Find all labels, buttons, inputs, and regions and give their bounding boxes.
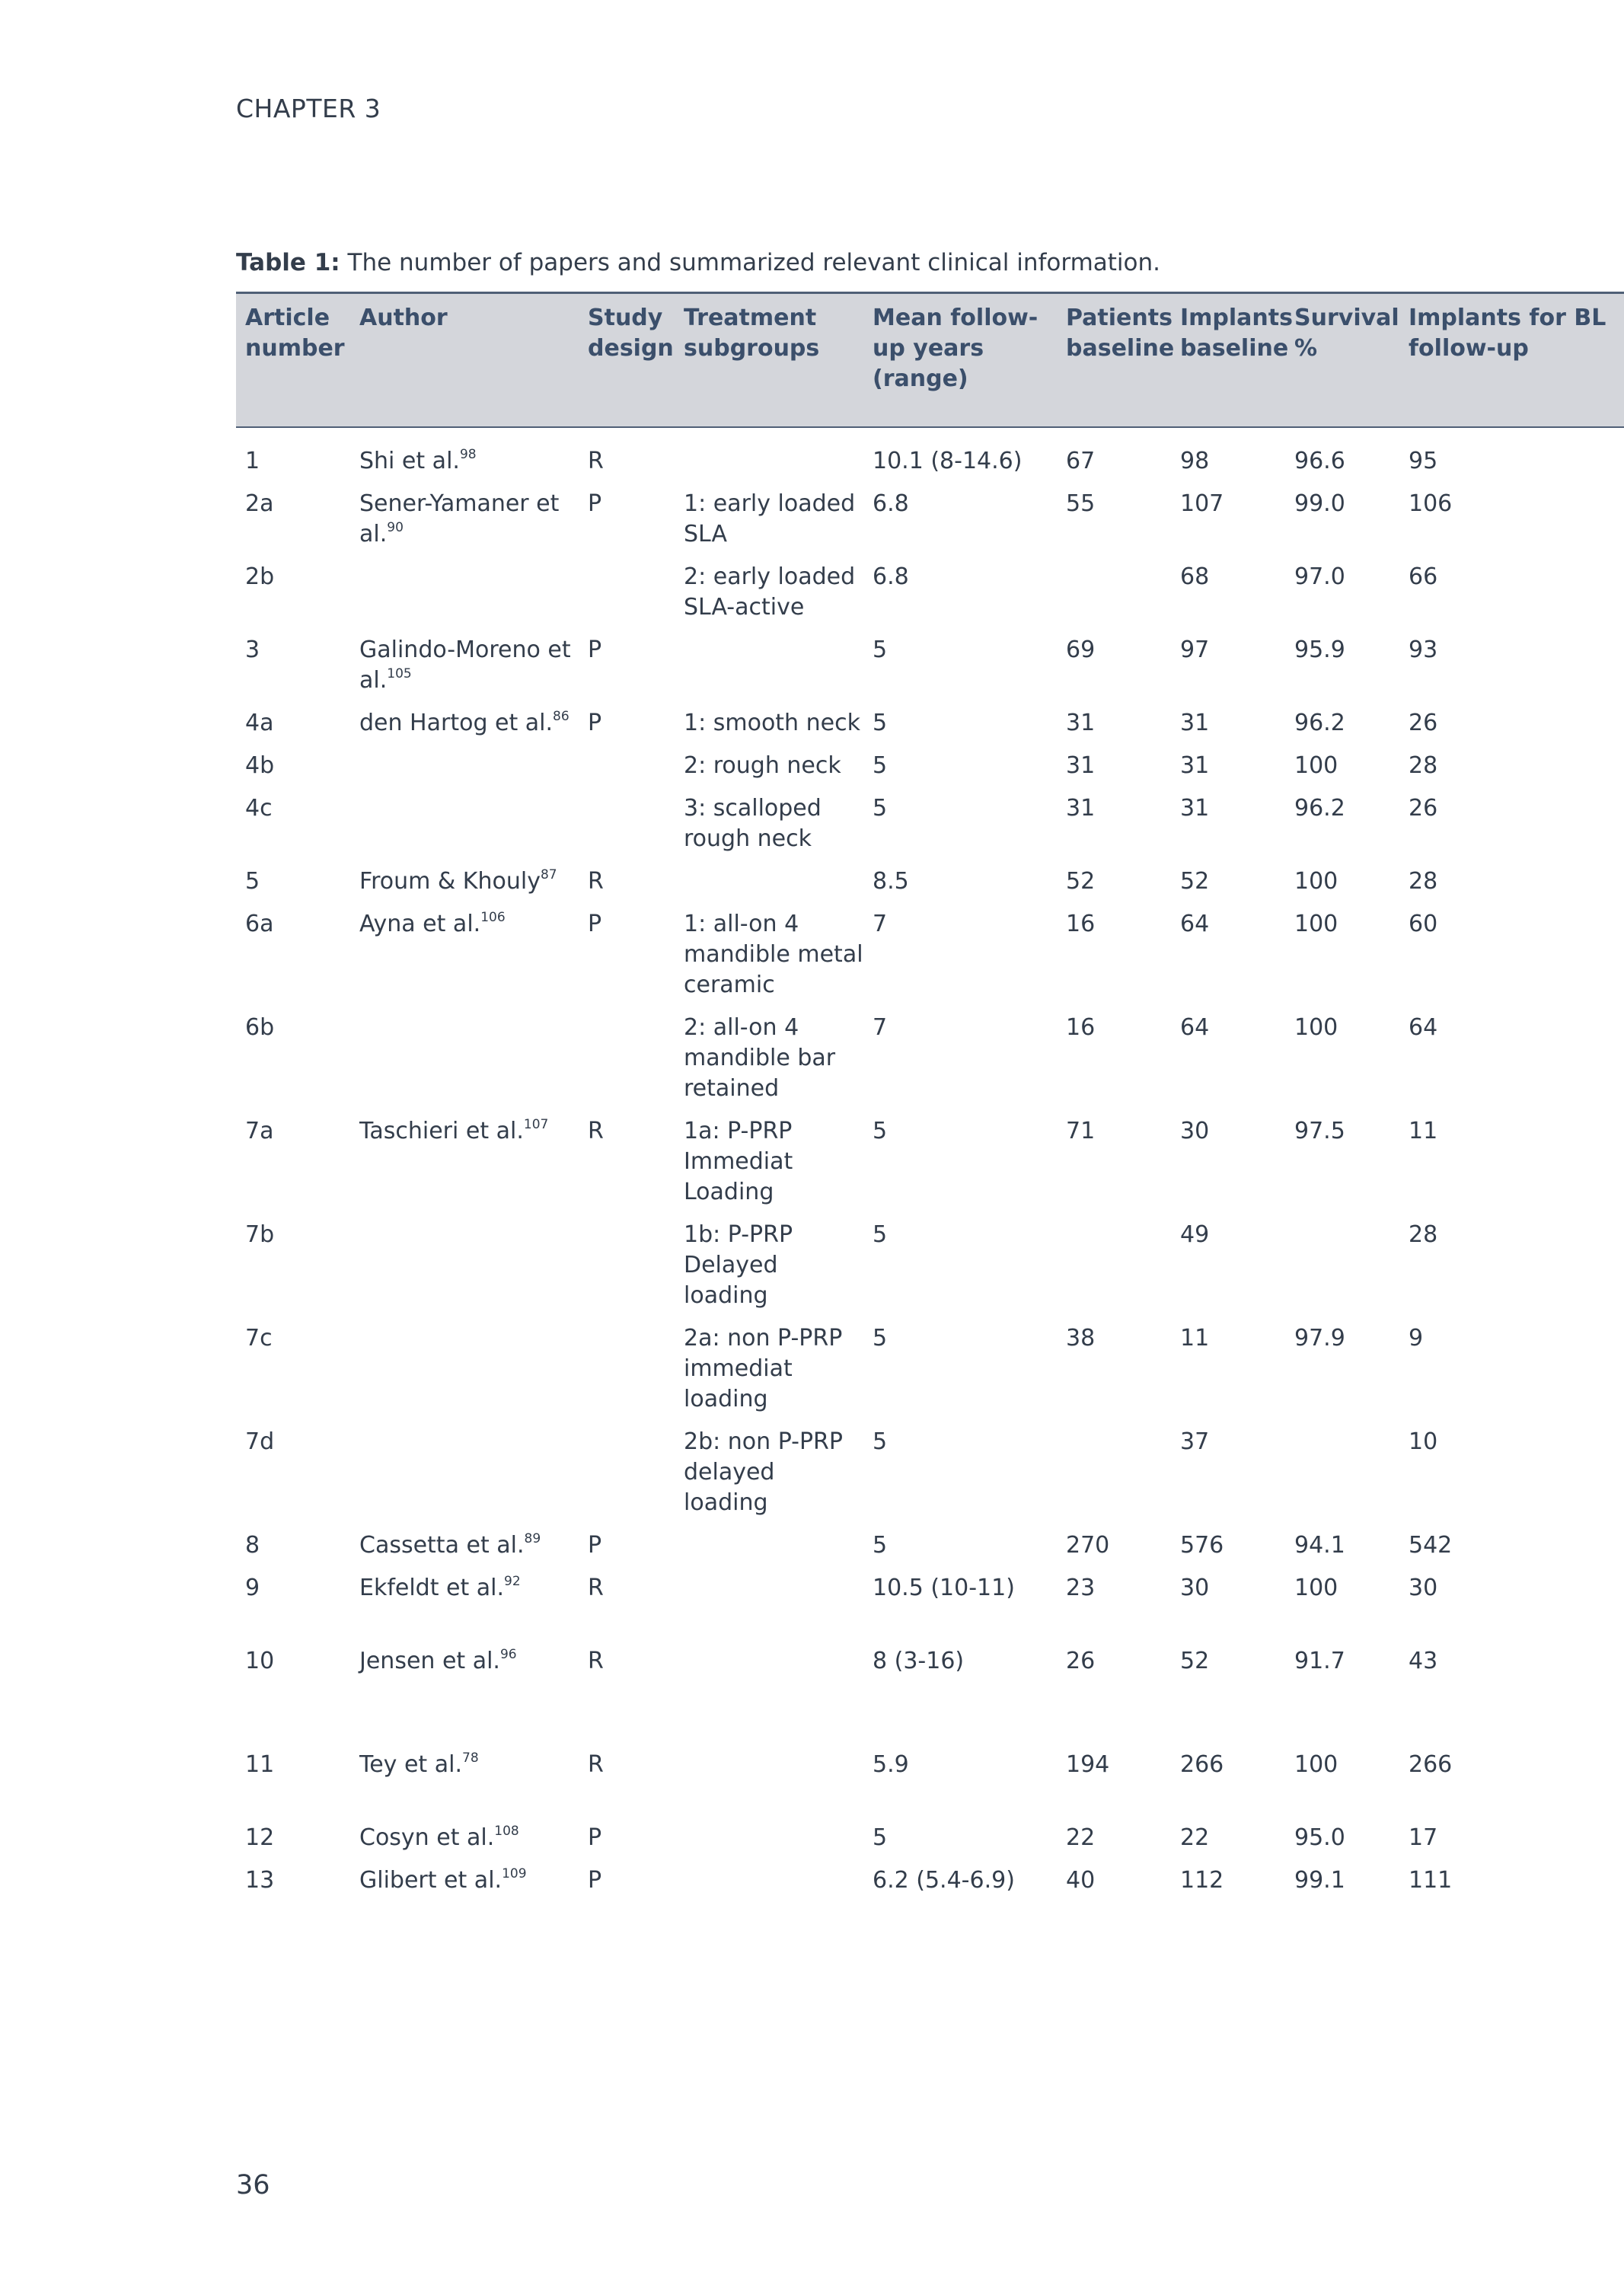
cell-implants-bl-follow-up: 60 [1409,911,1438,937]
cell-mean-follow-up: 5 [873,795,888,822]
cell-study-design [579,1427,675,1530]
author-name: den Hartog et al. [359,710,554,736]
cell-study-design [579,1013,675,1116]
cell-patients-baseline: 40 [1066,1867,1096,1894]
cell-author [350,1865,579,1908]
cell-study-design: P [588,710,602,736]
cell-study-design: P [588,1532,602,1559]
cell-author [350,1427,579,1530]
reference-superscript: 107 [523,1117,549,1132]
cell-treatment-subgroup [675,1823,863,1865]
reference-superscript: 78 [462,1750,479,1766]
cell-patients-baseline: 270 [1066,1532,1110,1559]
cell-treatment-subgroup [675,427,863,489]
cell-survival: 95.0 [1294,1824,1345,1851]
cell-author [350,1116,579,1220]
cell-treatment-subgroup: 1: smooth neck [684,710,860,736]
cell-mean-follow-up: 7 [873,1014,888,1041]
cell-patients-baseline: 23 [1066,1575,1096,1601]
cell-mean-follow-up: 7 [873,911,888,937]
cell-survival: 97.9 [1294,1325,1345,1352]
cell-implants-baseline: 266 [1180,1751,1224,1778]
header-treatment-subgroups: Treatment subgroups [684,305,820,362]
cell-article-number: 6b [245,1014,275,1041]
reference-superscript: 96 [499,1647,517,1662]
table-row [236,1823,1624,1865]
cell-mean-follow-up: 5 [873,1325,888,1352]
cell-treatment-subgroup: 1: all-on 4 mandible metal ceramic [684,911,863,998]
cell-treatment-subgroup: 2b: non P-PRP delayed loading [684,1428,843,1516]
cell-mean-follow-up: 5 [873,752,888,779]
cell-implants-baseline: 31 [1180,752,1210,779]
cell-implants-baseline: 576 [1180,1532,1224,1559]
table-row [236,1116,1624,1220]
cell-article-number: 4c [245,795,273,822]
cell-survival [1285,1220,1399,1323]
cell-survival: 99.1 [1294,1867,1345,1894]
author-name: Taschieri et al. [359,1118,524,1144]
cell-author [350,1750,579,1823]
cell-article-number: 2b [245,563,275,590]
cell-mean-follow-up: 5.9 [873,1751,909,1778]
cell-patients-baseline: 52 [1066,868,1096,895]
cell-implants-baseline: 107 [1180,490,1224,517]
cell-study-design: P [588,1824,602,1851]
cell-mean-follow-up: 10.1 (8-14.6) [873,448,1023,474]
cell-author [350,751,579,793]
cell-implants-baseline: 49 [1180,1221,1210,1248]
reference-superscript: 87 [540,867,557,882]
cell-study-design: R [588,448,604,474]
cell-author [350,562,579,635]
table-row [236,1013,1624,1116]
cell-implants-bl-follow-up: 11 [1409,1118,1438,1144]
cell-implants-baseline: 30 [1180,1575,1210,1601]
cell-implants-baseline: 31 [1180,710,1210,736]
cell-author [350,793,579,866]
cell-survival: 97.5 [1294,1118,1345,1144]
cell-author [350,489,579,562]
table-row [236,1750,1624,1823]
cell-survival: 100 [1294,752,1338,779]
cell-author [350,635,579,708]
reference-superscript: 90 [387,520,404,535]
author-name: Tey et al. [359,1751,462,1778]
cell-mean-follow-up: 5 [873,1221,888,1248]
cell-implants-baseline: 11 [1180,1325,1210,1352]
page-number: 36 [236,2170,270,2200]
cell-article-number: 6a [245,911,274,937]
table-row [236,909,1624,1013]
cell-patients-baseline: 16 [1066,1014,1096,1041]
cell-treatment-subgroup [675,1750,863,1823]
cell-author [350,427,579,489]
header-author: Author [359,305,448,331]
cell-patients-baseline: 55 [1066,490,1096,517]
table-row [236,866,1624,909]
cell-survival: 100 [1294,1014,1338,1041]
cell-patients-baseline [1057,1427,1171,1530]
cell-article-number: 12 [245,1824,275,1851]
cell-mean-follow-up: 10.5 (10-11) [873,1575,1015,1601]
reference-superscript: 89 [524,1531,541,1546]
table-body [236,427,1624,1908]
chapter-heading: CHAPTER 3 [236,94,381,123]
cell-mean-follow-up: 5 [873,1824,888,1851]
cell-article-number: 9 [245,1575,260,1601]
cell-study-design: P [588,911,602,937]
cell-article-number: 5 [245,868,260,895]
cell-article-number: 7c [245,1325,273,1352]
reference-superscript: 105 [387,666,412,681]
author-name: Jensen et al. [359,1648,500,1674]
cell-implants-baseline: 112 [1180,1867,1224,1894]
cell-study-design: R [588,868,604,895]
header-patients-baseline: Patients baseline [1066,305,1175,362]
author-name: Glibert et al. [359,1867,503,1894]
cell-survival: 100 [1294,868,1338,895]
header-study-design: Study design [588,305,674,362]
cell-survival: 96.2 [1294,710,1345,736]
cell-study-design [579,751,675,793]
table-caption [236,249,1160,276]
cell-article-number: 4b [245,752,275,779]
cell-treatment-subgroup: 1b: P-PRP Delayed loading [684,1221,793,1309]
cell-survival: 97.0 [1294,563,1345,590]
cell-mean-follow-up: 5 [873,1532,888,1559]
cell-implants-bl-follow-up: 64 [1409,1014,1438,1041]
cell-author [350,909,579,1013]
cell-treatment-subgroup [675,1530,863,1573]
reference-superscript: 108 [494,1824,519,1839]
reference-superscript: 109 [502,1866,527,1881]
cell-implants-bl-follow-up: 111 [1409,1867,1453,1894]
cell-implants-baseline: 98 [1180,448,1210,474]
cell-implants-bl-follow-up: 43 [1409,1648,1438,1674]
cell-study-design: P [588,637,602,663]
cell-treatment-subgroup: 1: early loaded SLA [684,490,856,547]
cell-treatment-subgroup [675,1865,863,1908]
cell-implants-bl-follow-up: 26 [1409,710,1438,736]
cell-treatment-subgroup [675,866,863,909]
cell-survival: 95.9 [1294,637,1345,663]
cell-author [350,1013,579,1116]
header-survival: Survival % [1294,305,1399,362]
cell-article-number: 2a [245,490,274,517]
cell-treatment-subgroup: 3: scalloped rough neck [684,795,822,852]
cell-study-design: R [588,1118,604,1144]
cell-article-number: 7d [245,1428,275,1455]
cell-patients-baseline: 16 [1066,911,1096,937]
cell-survival: 94.1 [1294,1532,1345,1559]
cell-treatment-subgroup [675,1573,863,1646]
table-row [236,635,1624,708]
cell-author [350,708,579,751]
cell-patients-baseline: 71 [1066,1118,1096,1144]
table-row [236,1323,1624,1427]
author-name: Galindo-Moreno et al. [359,637,571,694]
cell-treatment-subgroup [675,635,863,708]
cell-patients-baseline: 31 [1066,752,1096,779]
table-row [236,562,1624,635]
cell-author [350,1823,579,1865]
cell-study-design [579,1220,675,1323]
header-mean-follow-up: Mean follow-up years (range) [873,305,1039,392]
cell-article-number: 7a [245,1118,274,1144]
cell-patients-baseline: 69 [1066,637,1096,663]
cell-mean-follow-up: 5 [873,637,888,663]
cell-article-number: 11 [245,1751,275,1778]
table-row [236,489,1624,562]
cell-implants-baseline: 68 [1180,563,1210,590]
cell-survival [1285,1427,1399,1530]
cell-study-design: R [588,1575,604,1601]
cell-implants-bl-follow-up: 28 [1409,868,1438,895]
cell-implants-bl-follow-up: 9 [1409,1325,1424,1352]
cell-mean-follow-up: 6.8 [873,490,909,517]
table-caption-text: The number of papers and summarized relevant clinical information. [340,249,1161,276]
table-row [236,793,1624,866]
cell-implants-baseline: 30 [1180,1118,1210,1144]
table-row [236,427,1624,489]
cell-patients-baseline: 38 [1066,1325,1096,1352]
cell-survival: 100 [1294,911,1338,937]
cell-article-number: 3 [245,637,260,663]
cell-implants-baseline: 64 [1180,911,1210,937]
cell-mean-follow-up: 6.2 (5.4-6.9) [873,1867,1015,1894]
cell-study-design: P [588,1867,602,1894]
cell-implants-bl-follow-up: 30 [1409,1575,1438,1601]
cell-study-design [579,562,675,635]
cell-patients-baseline: 31 [1066,795,1096,822]
cell-treatment-subgroup: 2: all-on 4 mandible bar retained [684,1014,836,1102]
cell-implants-bl-follow-up: 26 [1409,795,1438,822]
author-name: Froum & Khouly [359,868,541,895]
cell-patients-baseline: 67 [1066,448,1096,474]
author-name: Cosyn et al. [359,1824,495,1851]
reference-superscript: 106 [480,910,506,925]
header-article-number: Article number [245,305,345,362]
table-row [236,1573,1624,1646]
table-row [236,1530,1624,1573]
cell-implants-bl-follow-up: 95 [1409,448,1438,474]
cell-treatment-subgroup [675,1646,863,1750]
cell-author [350,1530,579,1573]
cell-treatment-subgroup: 1a: P-PRP Immediat Loading [684,1118,793,1205]
cell-article-number: 13 [245,1867,275,1894]
cell-article-number: 1 [245,448,260,474]
cell-study-design: P [588,490,602,517]
cell-author [350,866,579,909]
table-row [236,1220,1624,1323]
cell-article-number: 10 [245,1648,275,1674]
cell-survival: 99.0 [1294,490,1345,517]
cell-implants-bl-follow-up: 28 [1409,752,1438,779]
cell-mean-follow-up: 6.8 [873,563,909,590]
author-name: Ekfeldt et al. [359,1575,505,1601]
cell-implants-bl-follow-up: 266 [1409,1751,1453,1778]
cell-patients-baseline [1057,562,1171,635]
cell-author [350,1323,579,1427]
cell-implants-baseline: 52 [1180,868,1210,895]
cell-mean-follow-up: 8 (3-16) [873,1648,965,1674]
cell-implants-bl-follow-up: 10 [1409,1428,1438,1455]
header-implants-bl-follow-up: Implants for BL follow-up [1409,305,1606,362]
table-caption-label: Table 1: [236,249,340,276]
cell-study-design [579,793,675,866]
cell-author [350,1220,579,1323]
cell-survival: 100 [1294,1575,1338,1601]
header-implants-baseline: Implants baseline [1180,305,1293,362]
cell-study-design [579,1323,675,1427]
cell-patients-baseline: 194 [1066,1751,1110,1778]
cell-patients-baseline: 31 [1066,710,1096,736]
author-name: Cassetta et al. [359,1532,525,1559]
cell-treatment-subgroup: 2a: non P-PRP immediat loading [684,1325,843,1412]
cell-mean-follow-up: 5 [873,710,888,736]
cell-implants-baseline: 52 [1180,1648,1210,1674]
cell-survival: 100 [1294,1751,1338,1778]
cell-treatment-subgroup: 2: early loaded SLA-active [684,563,856,621]
cell-article-number: 4a [245,710,274,736]
cell-patients-baseline [1057,1220,1171,1323]
cell-survival: 96.6 [1294,448,1345,474]
cell-mean-follow-up: 8.5 [873,868,909,895]
cell-article-number: 7b [245,1221,275,1248]
cell-implants-baseline: 64 [1180,1014,1210,1041]
cell-implants-baseline: 22 [1180,1824,1210,1851]
table-row [236,1427,1624,1530]
cell-implants-bl-follow-up: 17 [1409,1824,1438,1851]
cell-implants-bl-follow-up: 106 [1409,490,1453,517]
author-name: Ayna et al. [359,911,481,937]
author-name: Sener-Yamaner et al. [359,490,560,547]
cell-study-design: R [588,1751,604,1778]
author-name: Shi et al. [359,448,460,474]
table-row [236,708,1624,751]
cell-implants-baseline: 31 [1180,795,1210,822]
cell-patients-baseline: 26 [1066,1648,1096,1674]
cell-survival: 91.7 [1294,1648,1345,1674]
cell-treatment-subgroup: 2: rough neck [684,752,841,779]
cell-implants-bl-follow-up: 28 [1409,1221,1438,1248]
reference-superscript: 92 [504,1574,521,1589]
table-header-row [236,293,1624,428]
cell-article-number: 8 [245,1532,260,1559]
cell-implants-bl-follow-up: 66 [1409,563,1438,590]
cell-implants-bl-follow-up: 93 [1409,637,1438,663]
cell-patients-baseline: 22 [1066,1824,1096,1851]
cell-implants-baseline: 97 [1180,637,1210,663]
table-row [236,751,1624,793]
cell-survival: 96.2 [1294,795,1345,822]
cell-implants-baseline: 37 [1180,1428,1210,1455]
table-row [236,1865,1624,1908]
cell-mean-follow-up: 5 [873,1118,888,1144]
cell-mean-follow-up: 5 [873,1428,888,1455]
cell-author [350,1573,579,1646]
reference-superscript: 86 [553,709,570,724]
cell-author [350,1646,579,1750]
table-row [236,1646,1624,1750]
cell-implants-bl-follow-up: 542 [1409,1532,1453,1559]
clinical-info-table [236,292,1624,1908]
reference-superscript: 98 [459,447,477,462]
cell-study-design: R [588,1648,604,1674]
